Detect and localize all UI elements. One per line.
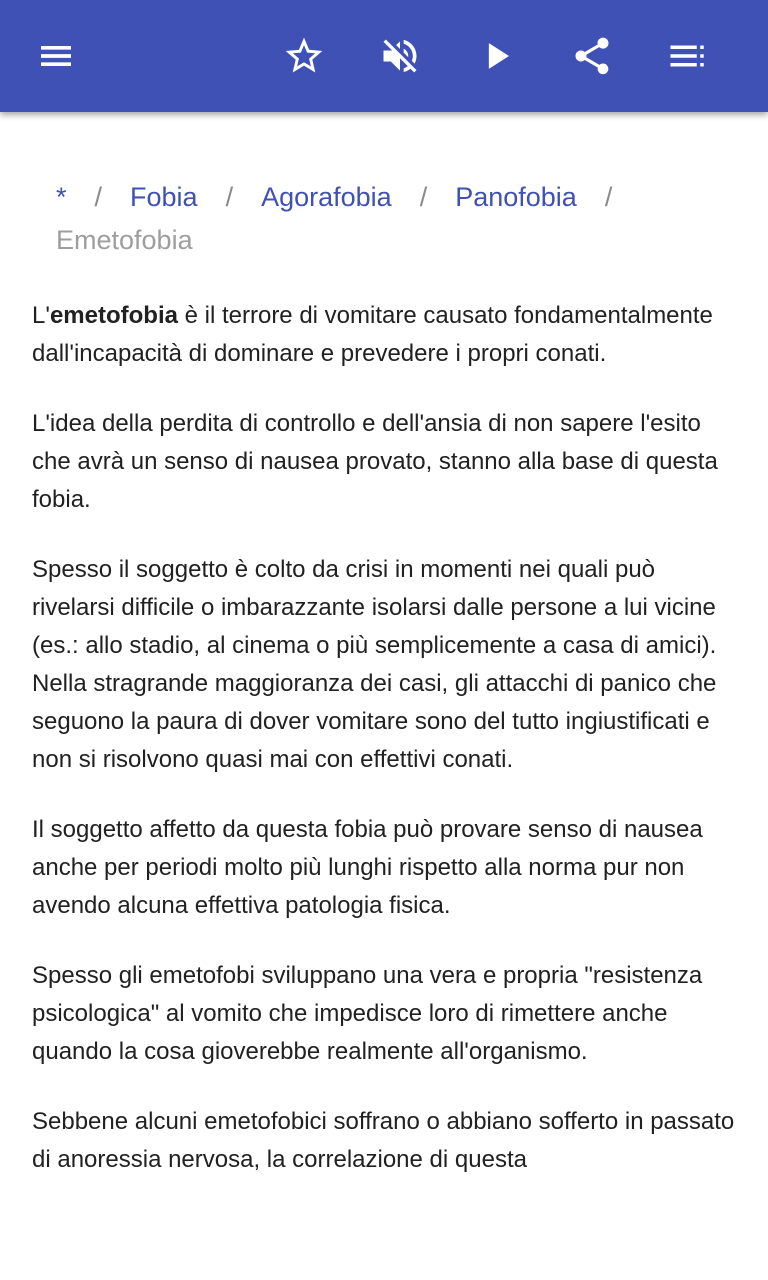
menu-icon [36,36,76,76]
menu-button[interactable] [22,22,90,90]
share-button[interactable] [558,22,626,90]
breadcrumb-link-fobia[interactable]: Fobia [130,182,198,212]
breadcrumb [56,176,736,262]
breadcrumb-link-panofobia[interactable]: Panofobia [455,182,577,212]
article-body [32,297,744,1211]
article-paragraph: Il soggetto affetto da questa fobia può provare senso di nausea anche per periodi molto più lunghi rispetto alla norma pur non avendo alcuna effettiva patologia fisica. [32,816,703,919]
intro-prefix: L' [32,302,50,329]
article-paragraph: L'idea della perdita di controllo e dell'ansia di non sapere l'esito che avrà un senso di nausea provato, stanno alla base di questa fobia. [32,410,718,513]
play-button[interactable] [464,22,532,90]
article-paragraph: Spesso il soggetto è colto da crisi in momenti nei quali può rivelarsi difficile o imbarazzante isolarsi dalle persone a lui vicine (es.: allo stadio, al cinema o più semplicemente a casa di amici). Nella stragrande maggioranza dei casi, gli attacchi di panico che seguono la paura di dover vomitare sono del tutto ingiustificati e non si risolvono quasi mai con effettivi conati. [32,556,717,773]
app-bar [0,0,768,112]
breadcrumb-separator: / [225,182,234,212]
playlist-icon [667,35,709,77]
share-icon [570,34,614,78]
intro-text: è il terrore di vomitare causato fondamentalmente dall'incapacità di dominare e prevedere i propri conati. [32,302,713,367]
volume-off-icon [378,34,422,78]
breadcrumb-separator: / [94,182,103,212]
contents-button[interactable] [654,22,722,90]
star-outline-icon [282,34,326,78]
breadcrumb-current: Emetofobia [56,225,193,255]
article-paragraph: Spesso gli emetofobi sviluppano una vera e propria "resistenza psicologica" al vomito che impedisce loro di rimettere anche quando la cosa gioverebbe realmente all'organismo. [32,962,703,1065]
breadcrumb-separator: / [419,182,428,212]
article-term: emetofobia [49,302,178,329]
play-icon [476,34,520,78]
breadcrumb-link-agorafobia[interactable]: Agorafobia [261,182,392,212]
article-paragraph [32,297,744,373]
bookmark-button[interactable] [270,22,338,90]
mute-button[interactable] [366,22,434,90]
article-paragraph: Sebbene alcuni emetofobici soffrano o abbiano sofferto in passato di anoressia nervosa, la correlazione di questa [32,1108,735,1173]
breadcrumb-home-link[interactable]: * [56,182,67,212]
breadcrumb-separator: / [604,182,613,212]
